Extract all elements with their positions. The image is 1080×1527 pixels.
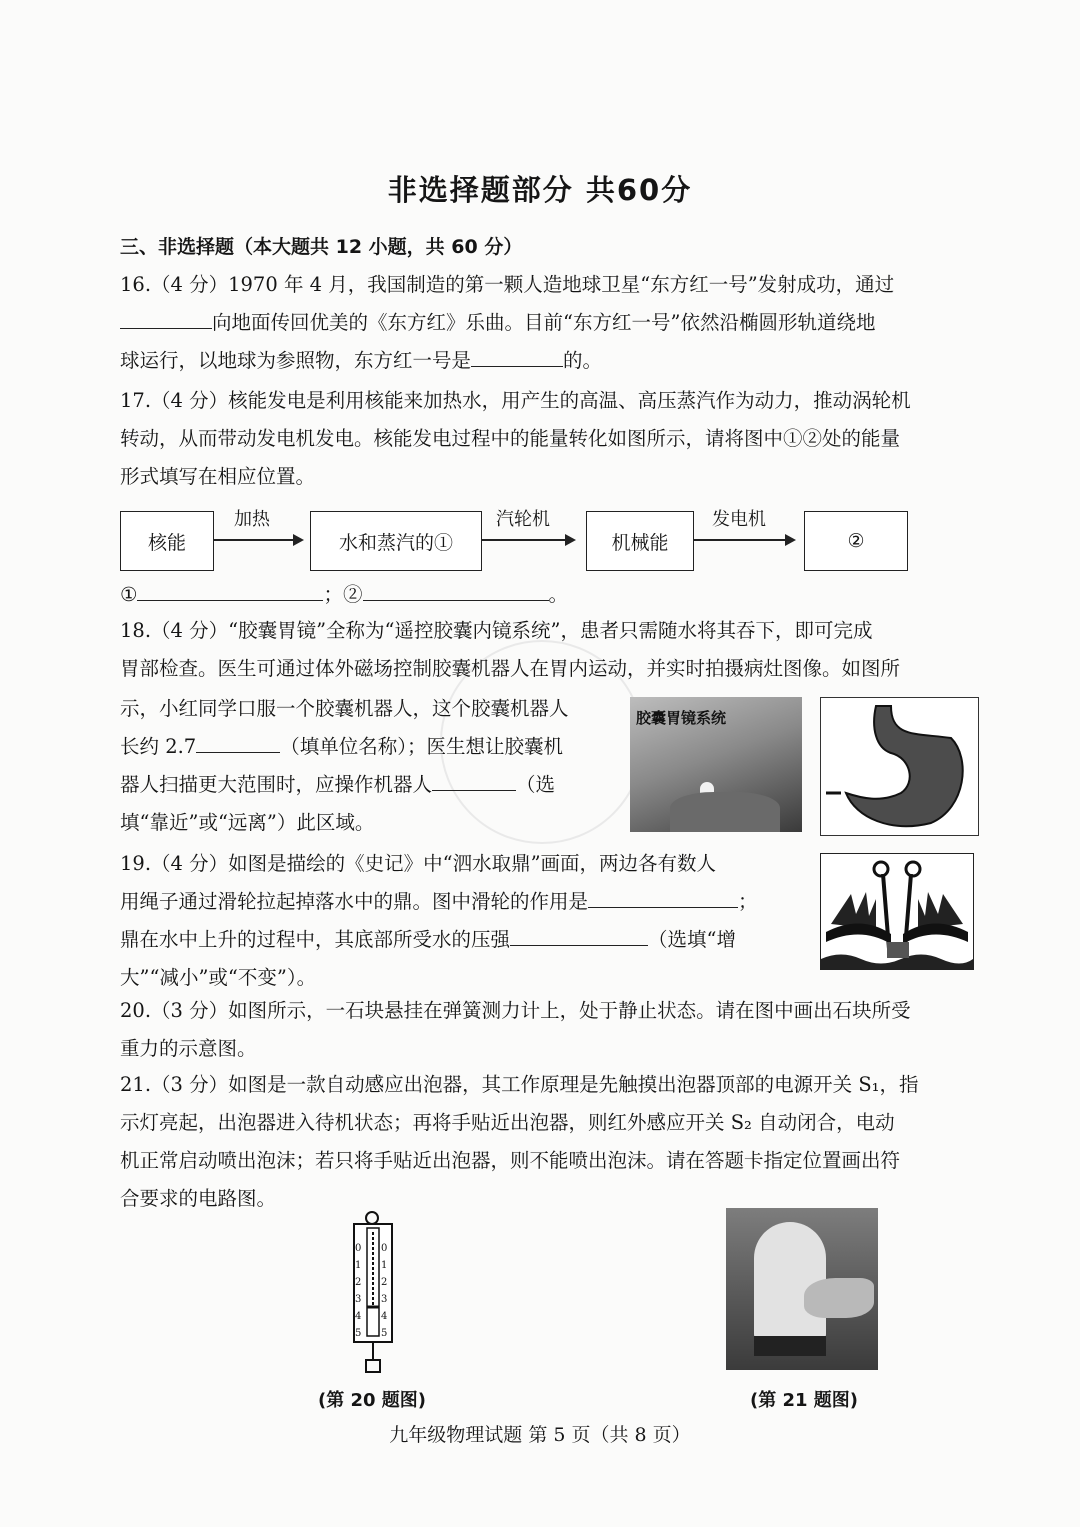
- flow-arrow-label: 加热: [234, 509, 270, 530]
- q18-line5: 器人扫描更大范围时，应操作机器人 （选: [120, 766, 615, 804]
- q17-answer-line: ① ；② 。: [120, 576, 975, 614]
- foam-dispenser-photo: [726, 1208, 878, 1370]
- q19-line4: 大”“减小”或“不变”）。: [120, 966, 317, 989]
- figure-21-caption: (第 21 题图): [750, 1390, 859, 1411]
- q18-line2: 胃部检查。医生可通过体外磁场控制胶囊机器人在胃内运动，并实时拍摄病灶图像。如图所: [120, 657, 901, 680]
- scale-tick: 2: [381, 1277, 388, 1288]
- answer-blank: [432, 766, 516, 791]
- scale-ticks-left: [355, 1240, 367, 1342]
- answer-blank: [137, 576, 323, 601]
- question-18-cont: [120, 690, 615, 842]
- flow-arrow-label: 汽轮机: [496, 509, 550, 530]
- scale-tick: 3: [381, 1294, 388, 1305]
- page-footer: 九年级物理试题 第 5 页（共 8 页）: [389, 1424, 691, 1446]
- scale-tick: 2: [355, 1277, 362, 1288]
- pulley-scene-icon: [821, 854, 973, 969]
- photo-label: 胶囊胃镜系统: [636, 709, 727, 727]
- scale-tick: 3: [355, 1294, 362, 1305]
- flow-box-mechanical: 机械能: [586, 511, 694, 571]
- spring-scale-icon: [340, 1210, 410, 1380]
- q18-line4: 长约 2.7 （填单位名称）；医生想让胶囊机: [120, 728, 615, 766]
- flow-arrow: [694, 539, 794, 541]
- scale-tick: 5: [381, 1328, 388, 1339]
- q21-line4: 合要求的电路图。: [120, 1187, 277, 1210]
- dispenser-base-icon: [754, 1336, 826, 1356]
- scale-tick: 0: [355, 1243, 362, 1254]
- q17-line2: 转动，从而带动发电机发电。核能发电过程中的能量转化如图所示，请将图中①②处的能量: [120, 427, 901, 450]
- flow-box-nuclear: 核能: [120, 511, 214, 571]
- answer-blank: [510, 921, 648, 946]
- q17-line1: 17.（4 分）核能发电是利用核能来加热水，用产生的高温、高压蒸汽作为动力，推动涡轮机: [120, 389, 911, 412]
- flow-arrow: [214, 539, 302, 541]
- q20-line1: 20.（3 分）如图所示，一石块悬挂在弹簧测力计上，处于静止状态。请在图中画出石块所受: [120, 999, 911, 1022]
- capsule-endoscope-photo: [630, 697, 802, 832]
- scale-tick: 4: [355, 1311, 362, 1322]
- section-heading: 三、非选择题（本大题共 12 小题，共 60 分）: [120, 236, 523, 258]
- question-18: [120, 612, 975, 688]
- q16-line2: 向地面传回优美的《东方红》乐曲。目前“东方红一号”依然沿椭圆形轨道绕地: [120, 304, 975, 342]
- scale-ticks-right: [381, 1240, 393, 1342]
- q19-line3: 鼎在水中上升的过程中，其底部所受水的压强 （选填“增: [120, 921, 810, 959]
- flow-box-unknown: ②: [804, 511, 908, 571]
- answer-blank: [120, 304, 212, 329]
- spring-scale-figure: [340, 1210, 410, 1380]
- question-17: [120, 382, 975, 496]
- stomach-image: [820, 697, 979, 836]
- flow-arrow-label: 发电机: [712, 509, 766, 530]
- scale-tick: 5: [355, 1328, 362, 1339]
- flow-box-heat: 水和蒸汽的①: [310, 511, 482, 571]
- q19-line1: 19.（4 分）如图是描绘的《史记》中“泗水取鼎”画面，两边各有数人: [120, 852, 717, 875]
- stomach-icon: [821, 698, 978, 835]
- answer-blank: [363, 576, 549, 601]
- energy-flow-diagram: [120, 505, 920, 575]
- question-16: [120, 266, 975, 380]
- q21-line2: 示灯亮起，出泡器进入待机状态；再将手贴近出泡器，则红外感应开关 S₂ 自动闭合，电动: [120, 1111, 895, 1134]
- q16-line3: 球运行，以地球为参照物，东方红一号是 的。: [120, 342, 975, 380]
- answer-blank: [471, 342, 563, 367]
- answer-blank: [196, 728, 280, 753]
- scale-tick: 1: [355, 1260, 362, 1271]
- hand-icon: [670, 792, 780, 832]
- scale-tick: 0: [381, 1243, 388, 1254]
- q19-line2: 用绳子通过滑轮拉起掉落水中的鼎。图中滑轮的作用是 ；: [120, 883, 810, 921]
- q18-line1: 18.（4 分）“胶囊胃镜”全称为“遥控胶囊内镜系统”，患者只需随水将其吞下，即可完成: [120, 619, 873, 642]
- hand-icon: [804, 1278, 874, 1318]
- figure-20-caption: (第 20 题图): [318, 1390, 427, 1411]
- answer-blank: [588, 883, 738, 908]
- flow-arrow: [482, 539, 574, 541]
- q16-line1: 16.（4 分）1970 年 4 月，我国制造的第一颗人造地球卫星“东方红一号”发射成功，通过: [120, 273, 895, 296]
- tripod-lifting-illustration: [820, 853, 974, 970]
- page-title: 非选择题部分 共60分: [387, 173, 693, 207]
- scale-tick: 1: [381, 1260, 388, 1271]
- question-21: [120, 1066, 975, 1218]
- q20-line2: 重力的示意图。: [120, 1037, 257, 1060]
- scale-tick: 4: [381, 1311, 388, 1322]
- q21-line3: 机正常启动喷出泡沫；若只将手贴近出泡器，则不能喷出泡沫。请在答题卡指定位置画出符: [120, 1149, 901, 1172]
- question-20: [120, 992, 975, 1068]
- q18-line6: 填“靠近”或“远离”）此区域。: [120, 811, 375, 834]
- question-19: [120, 845, 810, 997]
- q21-line1: 21.（3 分）如图是一款自动感应出泡器，其工作原理是先触摸出泡器顶部的电源开关 S₁，指: [120, 1073, 919, 1096]
- q18-line3: 示，小红同学口服一个胶囊机器人，这个胶囊机器人: [120, 697, 569, 720]
- q17-line3: 形式填写在相应位置。: [120, 465, 316, 488]
